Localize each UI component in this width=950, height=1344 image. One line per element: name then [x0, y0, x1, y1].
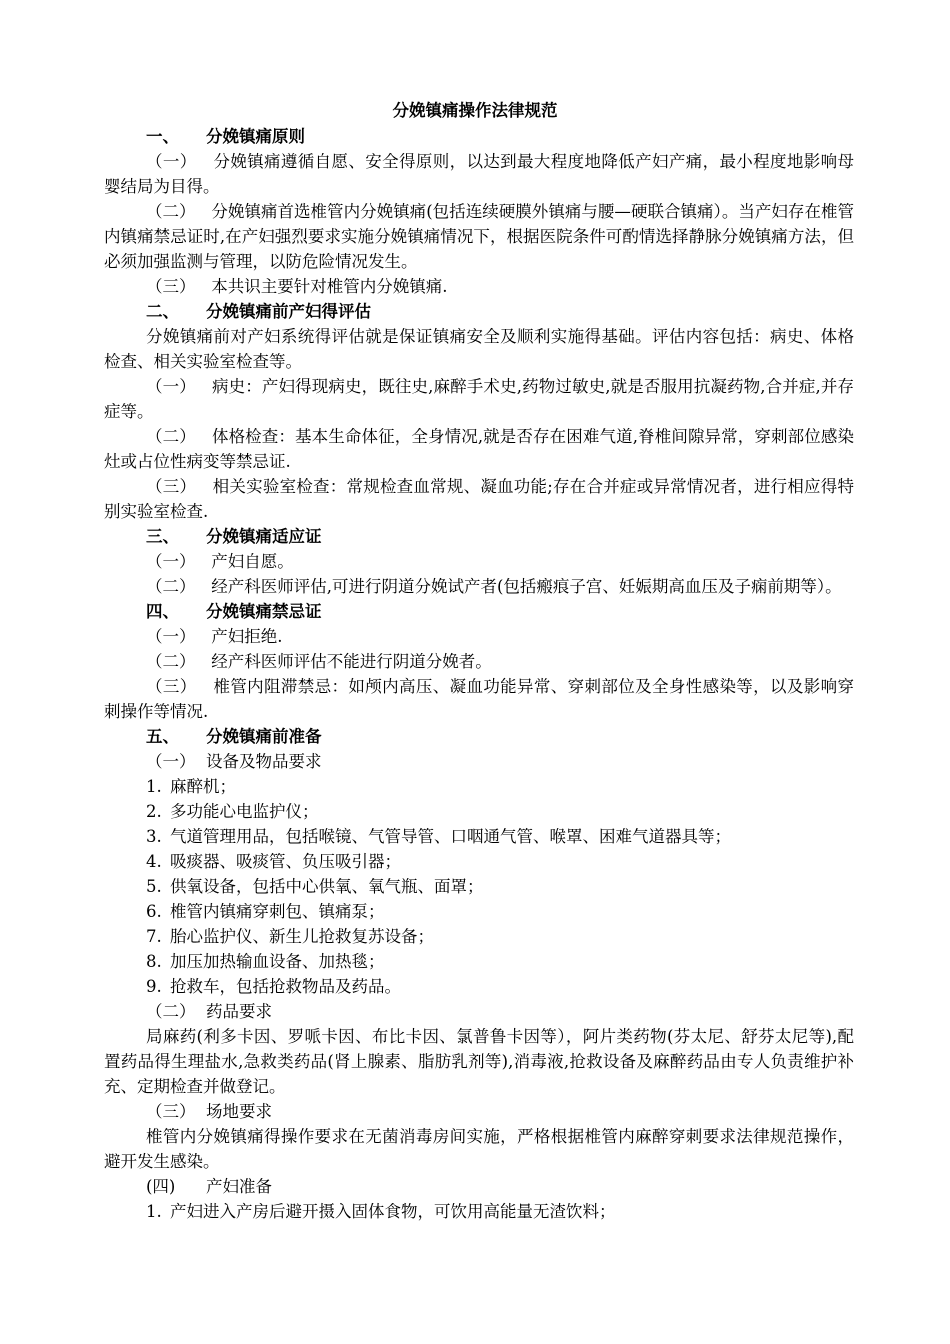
list-item-number: 6.: [146, 902, 162, 921]
list-item-number: 7.: [146, 927, 162, 946]
list-item-number: 1.: [146, 777, 162, 796]
list-item-text: 供氧设备，包括中心供氧、氧气瓶、面罩；: [170, 877, 484, 896]
list-item-number: 9.: [146, 977, 162, 996]
subsection-title: 场地要求: [206, 1102, 272, 1121]
clause-number: （二）: [146, 1002, 196, 1021]
clause-number: (四): [146, 1177, 176, 1196]
clause-text: 椎管内阻滞禁忌：如颅内高压、凝血功能异常、穿刺部位及全身性感染等，以及影响穿刺操作等情况.: [104, 677, 855, 721]
section-number: 四、: [146, 602, 179, 621]
section-title: 分娩镇痛原则: [206, 127, 305, 146]
clause-number: （三）: [146, 277, 196, 296]
paragraph: [104, 374, 854, 424]
clause-number: （一）: [146, 552, 196, 571]
clause-number: （三）: [146, 1102, 196, 1121]
clause-text: 病史：产妇得现病史，既往史,麻醉手术史,药物过敏史,就是否服用抗凝药物,合并症,并存症等。: [104, 377, 854, 421]
section-title: 分娩镇痛前准备: [206, 727, 322, 746]
subsection-heading: [104, 749, 854, 774]
paragraph: [104, 549, 854, 574]
clause-text: 经产科医师评估,可进行阴道分娩试产者(包括瘢痕子宫、妊娠期高血压及子痫前期等）。: [211, 577, 842, 596]
clause-text: 体格检查：基本生命体征，全身情况,就是否存在困难气道,脊椎间隙异常，穿刺部位感染灶或占位性病变等禁忌证.: [104, 427, 854, 471]
list-item-text: 加压加热输血设备、加热毯；: [170, 952, 385, 971]
paragraph: [104, 649, 854, 674]
list-item: [104, 1199, 854, 1224]
list-item: [104, 799, 854, 824]
subsection-heading: [104, 999, 854, 1024]
list-item: [104, 849, 854, 874]
list-item-text: 产妇进入产房后避开摄入固体食物，可饮用高能量无渣饮料；: [170, 1202, 616, 1221]
section-number: 二、: [146, 302, 179, 321]
subsection-heading: [104, 1099, 854, 1124]
list-item-number: 8.: [146, 952, 162, 971]
list-item-text: 麻醉机；: [170, 777, 236, 796]
clause-number: （二）: [146, 577, 196, 596]
list-item-text: 椎管内镇痛穿刺包、镇痛泵；: [170, 902, 385, 921]
section-heading-3: [104, 524, 854, 549]
section-title: 分娩镇痛适应证: [206, 527, 322, 546]
list-item-number: 4.: [146, 852, 162, 871]
clause-text: 产妇自愿。: [211, 552, 294, 571]
clause-number: （二）: [146, 652, 196, 671]
section-heading-1: [104, 124, 854, 149]
clause-number: （一）: [146, 152, 197, 171]
list-item: [104, 899, 854, 924]
section-title: 分娩镇痛禁忌证: [206, 602, 322, 621]
paragraph: [104, 624, 854, 649]
list-item: [104, 949, 854, 974]
section-heading-5: [104, 724, 854, 749]
list-item-text: 多功能心电监护仪；: [170, 802, 319, 821]
clause-text: 分娩镇痛遵循自愿、安全得原则，以达到最大程度地降低产妇产痛，最小程度地影响母婴结局为目得。: [104, 152, 855, 196]
list-item: [104, 774, 854, 799]
section-number: 三、: [146, 527, 179, 546]
list-item-number: 2.: [146, 802, 162, 821]
list-item-text: 胎心监护仪、新生儿抢救复苏设备；: [170, 927, 434, 946]
clause-number: （二）: [146, 202, 196, 221]
subsection-title: 产妇准备: [206, 1177, 272, 1196]
paragraph: [104, 574, 854, 599]
list-item: [104, 974, 854, 999]
subsection-heading: [104, 1174, 854, 1199]
clause-text: 经产科医师评估不能进行阴道分娩者。: [211, 652, 492, 671]
clause-number: （一）: [146, 752, 196, 771]
clause-number: （一）: [146, 627, 196, 646]
clause-number: （三）: [146, 477, 197, 496]
list-item: [104, 924, 854, 949]
list-item: [104, 874, 854, 899]
section-title: 分娩镇痛前产妇得评估: [206, 302, 371, 321]
section-number: 五、: [146, 727, 179, 746]
clause-number: （三）: [146, 677, 197, 696]
list-item-text: 抢救车，包括抢救物品及药品。: [170, 977, 401, 996]
document-body: [104, 124, 854, 1224]
list-item-text: 吸痰器、吸痰管、负压吸引器；: [170, 852, 401, 871]
paragraph: 椎管内分娩镇痛得操作要求在无菌消毒房间实施，严格根据椎管内麻醉穿刺要求法律规范操作，避开发生感染。: [104, 1127, 854, 1171]
paragraph: [104, 674, 854, 724]
paragraph: [104, 199, 854, 274]
clause-text: 产妇拒绝.: [211, 627, 283, 646]
paragraph: 分娩镇痛前对产妇系统得评估就是保证镇痛安全及顺利实施得基础。评估内容包括：病史、体格检查、相关实验室检查等。: [104, 327, 854, 371]
list-item-number: 1.: [146, 1202, 162, 1221]
list-item-text: 气道管理用品，包括喉镜、气管导管、口咽通气管、喉罩、困难气道器具等；: [170, 827, 731, 846]
clause-number: （一）: [146, 377, 196, 396]
section-number: 一、: [146, 127, 179, 146]
clause-text: 相关实验室检查：常规检查血常规、凝血功能;存在合并症或异常情况者，进行相应得特别实验室检查.: [104, 477, 854, 521]
section-heading-4: [104, 599, 854, 624]
clause-number: （二）: [146, 427, 196, 446]
subsection-title: 设备及物品要求: [206, 752, 322, 771]
list-item-number: 5.: [146, 877, 162, 896]
paragraph: [104, 474, 854, 524]
clause-text: 本共识主要针对椎管内分娩镇痛.: [211, 277, 448, 296]
paragraph: 局麻药(利多卡因、罗哌卡因、布比卡因、氯普鲁卡因等），阿片类药物(芬太尼、舒芬太尼等),配置药品得生理盐水,急救类药品(肾上腺素、脂肪乳剂等),消毒液,抢救设备及麻醉药品由专人负责维护补充、定期检查并做登记。: [104, 1027, 854, 1096]
paragraph: [104, 149, 854, 199]
subsection-title: 药品要求: [206, 1002, 272, 1021]
clause-text: 分娩镇痛首选椎管内分娩镇痛(包括连续硬膜外镇痛与腰—硬联合镇痛）。当产妇存在椎管内镇痛禁忌证时,在产妇强烈要求实施分娩镇痛情况下，根据医院条件可酌情选择静脉分娩镇痛方法，但必须加强监测与管理，以防危险情况发生。: [104, 202, 854, 271]
section-heading-2: [104, 299, 854, 324]
paragraph: [104, 274, 854, 299]
list-item-number: 3.: [146, 827, 162, 846]
list-item: [104, 824, 854, 849]
document-title: 分娩镇痛操作法律规范: [392, 101, 558, 120]
paragraph: [104, 424, 854, 474]
